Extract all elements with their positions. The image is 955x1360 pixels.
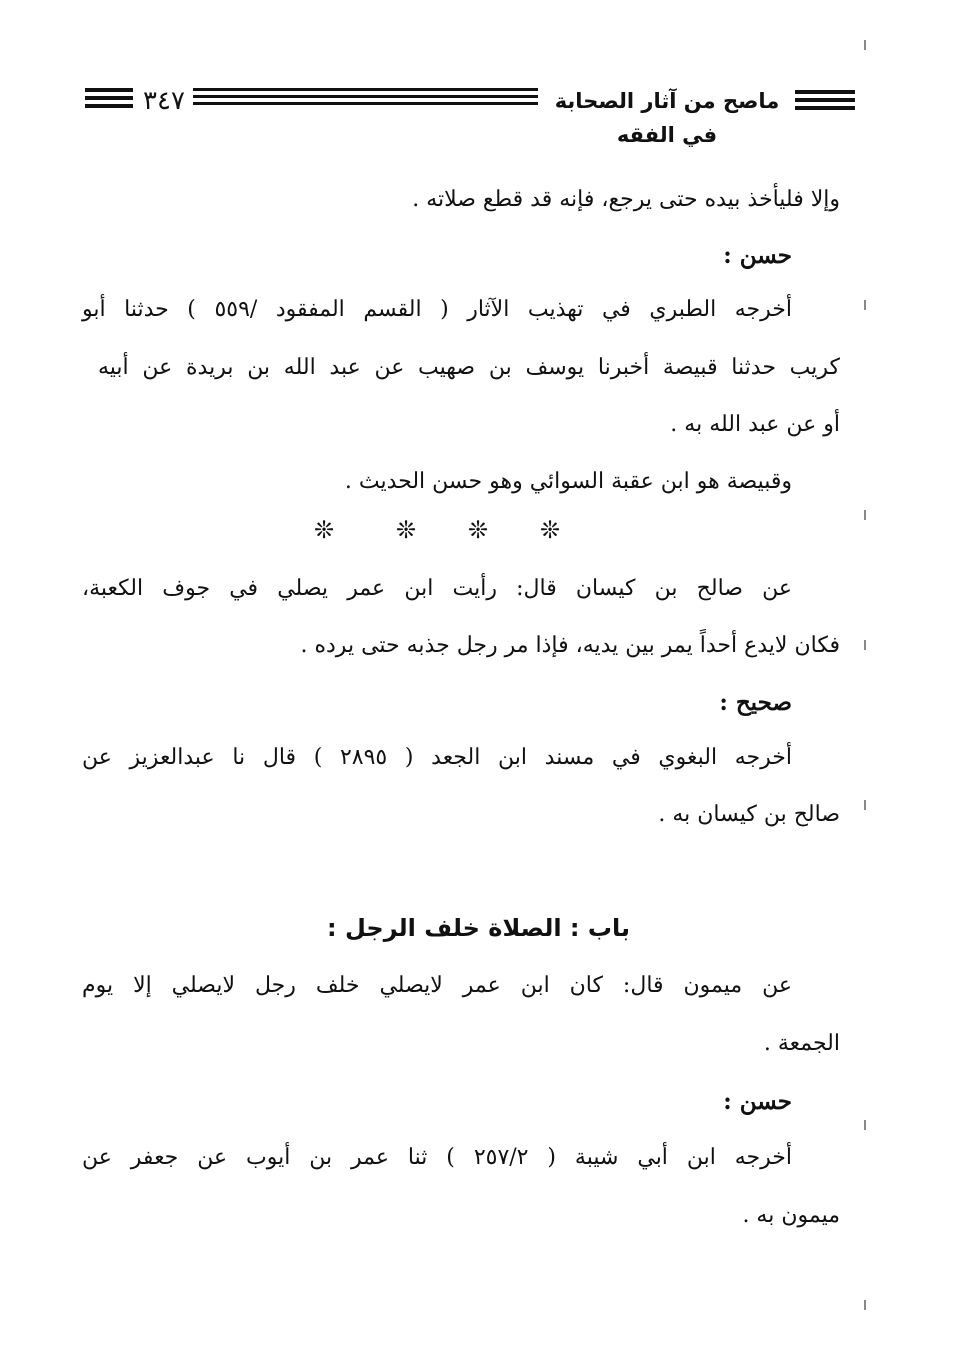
separator-star-icon: ❊ xyxy=(314,516,335,544)
text-line: الجمعة . xyxy=(763,1031,840,1056)
text-line: أخرجه البغوي في مسند ابن الجعد ( ٢٨٩٥ ) قال نا عبدالعزيز عن xyxy=(82,745,792,770)
header-rule-right xyxy=(795,90,855,114)
text-line: وقبيصة هو ابن عقبة السوائي وهو حسن الحديث . xyxy=(344,469,792,494)
scan-edge-mark xyxy=(864,300,866,310)
header-rule-left xyxy=(85,88,133,112)
scan-edge-mark xyxy=(864,640,866,650)
text-line: أخرجه الطبري في تهذيب الآثار ( القسم المفقود /٥٥٩ ) حدثنا أبو xyxy=(82,297,792,322)
scan-edge-mark xyxy=(864,40,866,50)
scan-edge-mark xyxy=(864,1120,866,1130)
scan-edge-mark xyxy=(864,510,866,520)
separator-star-icon: ❊ xyxy=(540,516,561,544)
text-line: عن صالح بن كيسان قال: رأيت ابن عمر يصلي في جوف الكعبة، xyxy=(82,576,792,601)
text-line: ميمون به . xyxy=(742,1203,840,1228)
text-line: فكان لايدع أحداً يمر بين يديه، فإذا مر رجل جذبه حتى يرده . xyxy=(300,633,840,658)
running-header xyxy=(85,84,855,147)
text-line: أو عن عبد الله به . xyxy=(670,412,840,437)
chapter-heading: باب : الصلاة خلف الرجل : xyxy=(327,914,630,942)
separator-star-icon: ❊ xyxy=(396,516,417,544)
scan-edge-mark xyxy=(864,1300,866,1310)
text-line: وإلا فليأخذ بيده حتى يرجع، فإنه قد قطع صلاته . xyxy=(412,187,840,212)
page-number: ٣٤٧ xyxy=(143,86,185,116)
header-rule-middle xyxy=(193,88,538,109)
grading-heading: حسن : xyxy=(723,242,792,269)
text-line: أخرجه ابن أبي شيبة ( ٢٥٧/٢ ) ثنا عمر بن أيوب عن جعفر عن xyxy=(82,1145,792,1170)
text-line: صالح بن كيسان به . xyxy=(658,802,840,827)
grading-heading: حسن : xyxy=(723,1088,792,1115)
running-title: ماصح من آثار الصحابة في الفقه xyxy=(554,89,780,147)
text-line: كريب حدثنا قبيصة أخبرنا يوسف بن صهيب عن عبد الله بن بريدة عن أبيه xyxy=(98,355,840,380)
grading-heading: صحيح : xyxy=(719,689,792,716)
text-line: عن ميمون قال: كان ابن عمر لايصلي خلف رجل لايصلي إلا يوم xyxy=(82,973,792,998)
section-separator xyxy=(300,510,580,550)
scan-edge-mark xyxy=(864,800,866,810)
separator-star-icon: ❊ xyxy=(468,516,489,544)
